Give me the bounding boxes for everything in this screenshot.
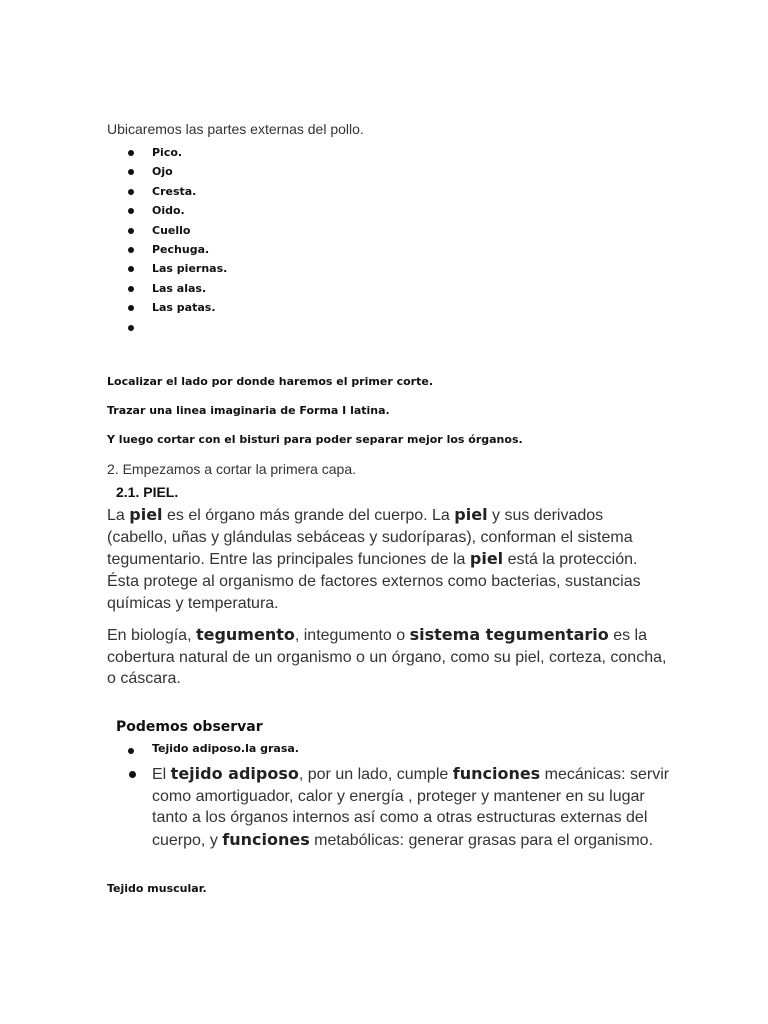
muscle-heading: Tejido muscular. <box>107 882 207 895</box>
bold-term: piel <box>454 505 488 524</box>
bold-term: funciones <box>452 764 541 783</box>
list-item: Pico. <box>127 143 227 162</box>
skin-paragraph: La piel es el órgano más grande del cuerpo. La piel y sus derivados (cabello, uñas y glándulas sebáceas y sudoríparas), conforman el sistema tegumentario. Entre las principales funciones de la piel está la protección. Ésta protege al organismo de factores externos como bacterias, sustancias químicas y temperatura. <box>107 505 641 612</box>
bold-term: piel <box>469 549 504 569</box>
list-item: Las alas. <box>127 279 227 298</box>
intro-text: Ubicaremos las partes externas del pollo. <box>107 121 364 137</box>
chicken-parts-list <box>127 143 227 337</box>
list-item: Oido. <box>127 201 227 220</box>
list-item: Las piernas. <box>127 259 227 278</box>
bold-term: sistema tegumentario <box>409 625 609 644</box>
bold-term: tegumento <box>195 625 295 644</box>
instruction-text: Y luego cortar con el bisturi para poder separar mejor los órganos. <box>107 433 523 446</box>
list-item <box>127 318 227 337</box>
bullet-icon <box>129 771 136 778</box>
bold-term: funciones <box>222 829 310 849</box>
bold-term: piel <box>129 505 163 524</box>
instruction-text: Localizar el lado por donde haremos el primer corte. <box>107 375 433 388</box>
observe-heading: Podemos observar <box>116 719 263 735</box>
list-item: Tejido adiposo.la grasa. <box>127 742 299 755</box>
list-item: Pechuga. <box>127 240 227 259</box>
adipose-paragraph: El tejido adiposo, por un lado, cumple funciones mecánicas: servir como amortiguador, calor y energía , proteger y mantener en su lugar tanto a los órganos internos así como a otras estructuras externas del cuerpo, y funciones metabólicas: generar grasas para el organismo. <box>152 764 670 849</box>
bold-term: tejido adiposo <box>170 764 299 783</box>
list-item: Ojo <box>127 162 227 181</box>
section-heading: 2.1. PIEL. <box>116 484 179 500</box>
list-item: Cresta. <box>127 182 227 201</box>
list-item: Cuello <box>127 221 227 240</box>
step-heading: 2. Empezamos a cortar la primera capa. <box>107 461 356 477</box>
list-item: Las patas. <box>127 298 227 317</box>
instruction-text: Trazar una linea imaginaria de Forma I latina. <box>107 404 390 417</box>
tegument-paragraph: En biología, tegumento, integumento o sistema tegumentario es la cobertura natural de un organismo o un órgano, como su piel, corteza, concha, o cáscara. <box>107 625 667 688</box>
